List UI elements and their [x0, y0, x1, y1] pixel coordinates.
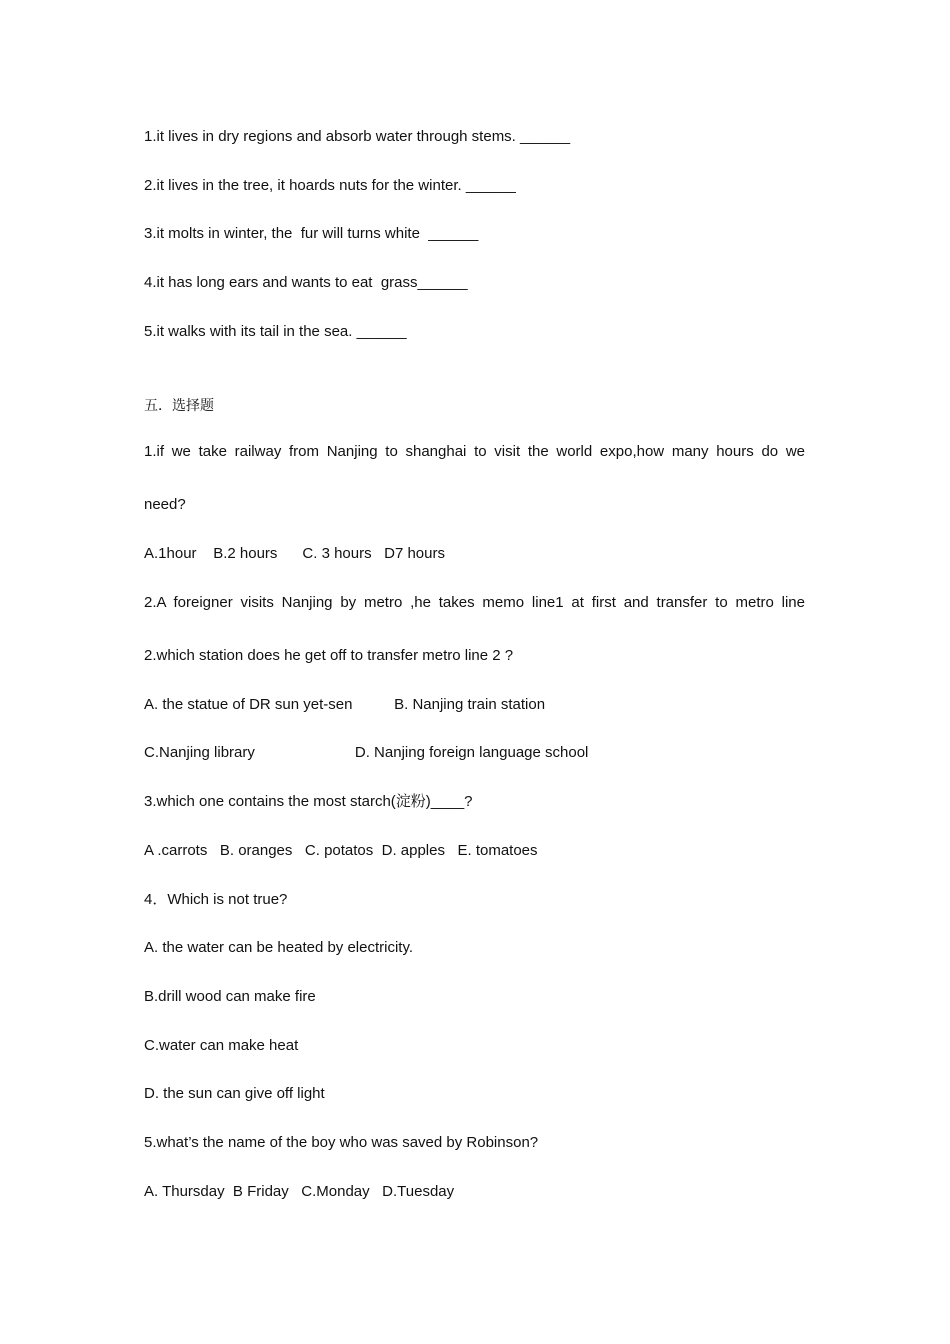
section4-item-3: 3.it molts in winter, the fur will turns white ______: [144, 225, 479, 242]
q4-option-a: A. the water can be heated by electricity.: [144, 939, 414, 956]
q1-question-line1: 1.if we take railway from Nanjing to shanghai to visit the world expo,how many hours do we: [144, 443, 805, 460]
q2-question-line2: 2.which station does he get off to transfer metro line 2 ?: [144, 647, 514, 664]
q2-options-row1: A. the statue of DR sun yet-sen B. Nanjing train station: [144, 696, 546, 713]
q3-options: A .carrots B. oranges C. potatos D. apples E. tomatoes: [144, 842, 538, 859]
q4-option-b: B.drill wood can make fire: [144, 988, 316, 1005]
q1-question-line2: need?: [144, 496, 186, 513]
q2-question-line1: 2.A foreigner visits Nanjing by metro ,he takes memo line1 at first and transfer to metro line: [144, 594, 805, 611]
section5-heading: 五．选择题: [144, 398, 214, 414]
q1-options: A.1hour B.2 hours C. 3 hours D7 hours: [144, 545, 445, 562]
q4-question: 4．Which is not true?: [144, 891, 288, 908]
q5-options: A. Thursday B Friday C.Monday D.Tuesday: [144, 1183, 455, 1200]
section4-item-4: 4.it has long ears and wants to eat grass______: [144, 274, 468, 291]
section4-item-5: 5.it walks with its tail in the sea. ______: [144, 323, 407, 340]
q5-question: 5.what’s the name of the boy who was saved by Robinson?: [144, 1134, 539, 1151]
section4-item-2: 2.it lives in the tree, it hoards nuts for the winter. ______: [144, 177, 516, 194]
q2-options-row2: C.Nanjing library D. Nanjing foreign language school: [144, 744, 589, 761]
section4-item-1: 1.it lives in dry regions and absorb water through stems. ______: [144, 128, 571, 145]
q4-option-d: D. the sun can give off light: [144, 1085, 325, 1102]
q4-option-c: C.water can make heat: [144, 1037, 299, 1054]
q3-question: 3.which one contains the most starch(淀粉)____?: [144, 793, 473, 810]
